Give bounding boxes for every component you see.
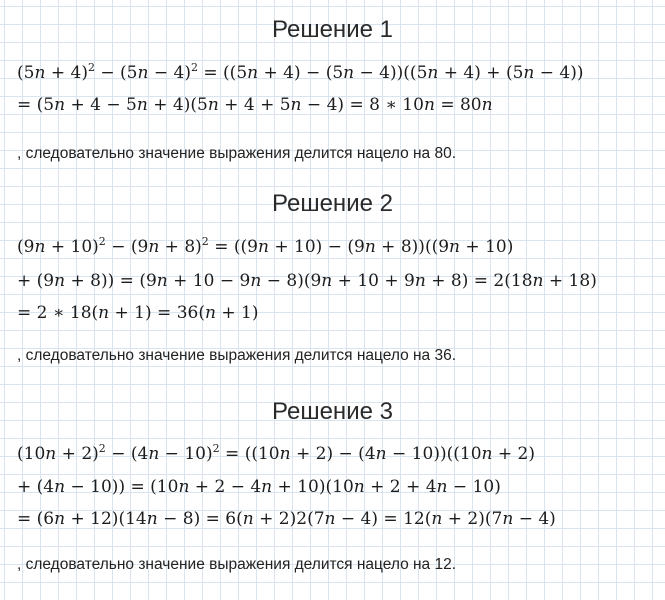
solution-2-title: Решение 2: [272, 190, 393, 217]
solution-3-line-1: $(10n + 2)^2 - (4n - 10)^2 = ((10n + 2) - (4n - 10))((10n + 2)$: [17, 442, 536, 464]
solution-2-line-3: = 2 ∗ 18(n + 1) = 36(n + 1): [17, 303, 259, 323]
solution-1-line-1: $(5n + 4)^2 - (5n - 4)^2 = ((5n + 4) - (5n - 4))((5n + 4) + (5n - 4))$: [17, 61, 584, 83]
solution-1-line-2: = (5n + 4 − 5n + 4)(5n + 4 + 5n − 4) = 8 ∗ 10n = 80n: [17, 95, 493, 115]
solution-3-title: Решение 3: [272, 398, 393, 425]
solution-1-conclusion: , следовательно значение выражения делится нацело на 80.: [17, 145, 457, 162]
solution-2-line-1: $(9n + 10)^2 - (9n + 8)^2 = ((9n + 10) - (9n + 8))((9n + 10)$: [17, 235, 514, 257]
solution-3-line-2: + (4n − 10)) = (10n + 2 − 4n + 10)(10n + 2 + 4n − 10): [17, 477, 501, 497]
solution-3-line-3: = (6n + 12)(14n − 8) = 6(n + 2)2(7n − 4) = 12(n + 2)(7n − 4): [17, 509, 556, 529]
solution-3-conclusion: , следовательно значение выражения делится нацело на 12.: [17, 556, 457, 573]
solution-2-line-2: + (9n + 8)) = (9n + 10 − 9n − 8)(9n + 10 + 9n + 8) = 2(18n + 18): [17, 271, 597, 291]
solution-2-conclusion: , следовательно значение выражения делится нацело на 36.: [17, 347, 457, 364]
solution-1-title: Решение 1: [272, 16, 393, 43]
